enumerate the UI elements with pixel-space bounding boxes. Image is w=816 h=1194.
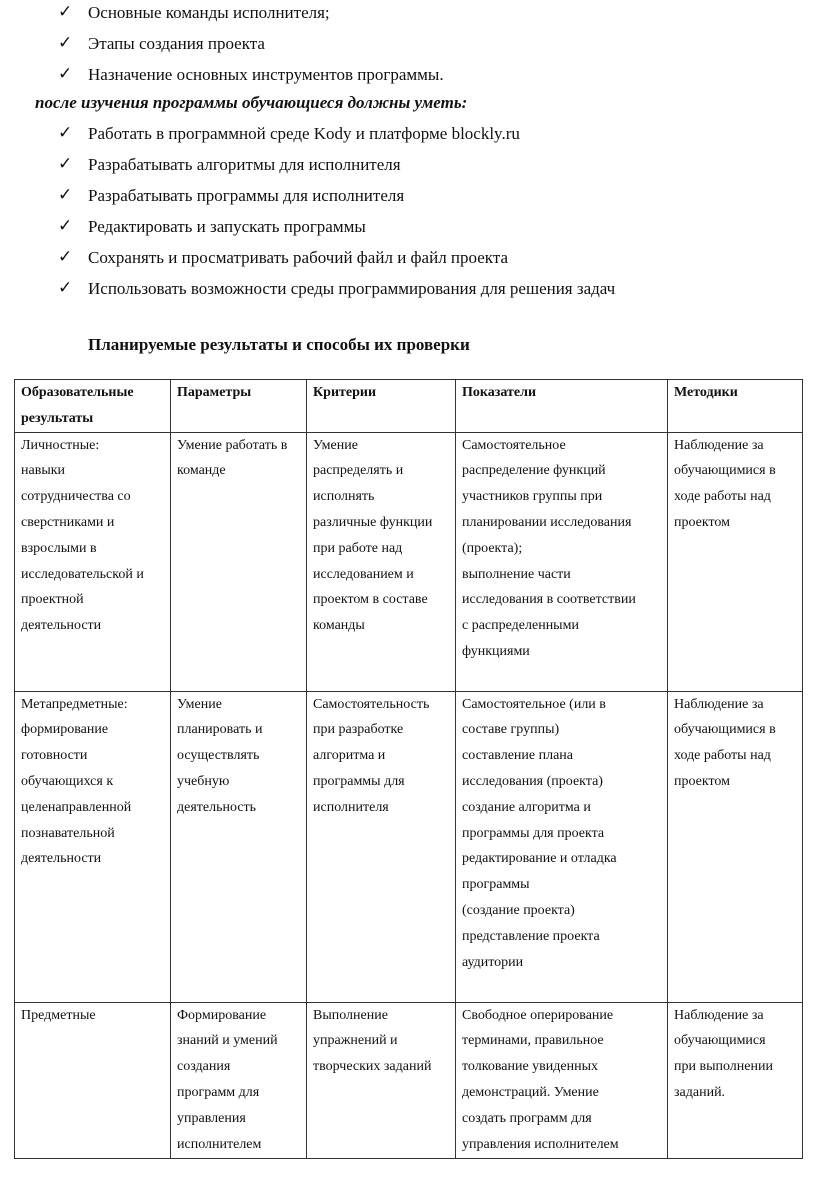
table-cell: Самостоятельность при разработке алгоритма и программы для исполнителя <box>307 691 456 1002</box>
checklist-item <box>0 211 816 242</box>
table-cell: Умение работать в команде <box>171 432 307 691</box>
table-cell: Умение планировать и осуществлять учебную деятельность <box>171 691 307 1002</box>
checkmark-icon: ✓ <box>58 185 73 205</box>
skills-intro-heading: после изучения программы обучающиеся должны уметь: <box>35 93 468 112</box>
checklist-item-text: Работать в программной среде Kody и платформе blockly.ru <box>88 124 520 143</box>
checklist-item <box>0 28 816 59</box>
checklist-item-text: Редактировать и запускать программы <box>88 217 366 236</box>
results-table <box>14 379 803 1159</box>
checklist-item-text: Сохранять и просматривать рабочий файл и файл проекта <box>88 248 508 267</box>
checklist-item-text: Разрабатывать алгоритмы для исполнителя <box>88 155 401 174</box>
table-cell: Метапредметные: формирование готовности обучающихся к целенаправленной познавательной деятельности <box>15 691 171 1002</box>
table-cell: Самостоятельное распределение функций участников группы при планировании исследования (проекта); выполнение части исследования в соответствии с распределенными функциями <box>456 432 668 691</box>
table-cell: Выполнение упражнений и творческих заданий <box>307 1002 456 1158</box>
header-cell-results: Образовательные результаты <box>15 380 171 433</box>
checklist-item-text: Основные команды исполнителя; <box>88 3 330 22</box>
checklist-item <box>0 242 816 273</box>
skills-checklist <box>0 118 816 304</box>
table-cell: Личностные: навыки сотрудничества со сверстниками и взрослыми в исследовательской и проектной деятельности <box>15 432 171 691</box>
checkmark-icon: ✓ <box>58 278 73 298</box>
checkmark-icon: ✓ <box>58 33 73 53</box>
checklist-item <box>0 273 816 304</box>
checklist-item-text: Этапы создания проекта <box>88 34 265 53</box>
table-row <box>15 691 803 1002</box>
table-cell: Свободное оперирование терминами, правильное толкование увиденных демонстраций. Умение создать программ для управления исполнителем <box>456 1002 668 1158</box>
checklist-item <box>0 118 816 149</box>
table-header-row <box>15 380 803 433</box>
header-cell-methods: Методики <box>668 380 803 433</box>
header-cell-parameters: Параметры <box>171 380 307 433</box>
table-cell: Формирование знаний и умений создания программ для управления исполнителем <box>171 1002 307 1158</box>
checkmark-icon: ✓ <box>58 247 73 267</box>
header-cell-indicators: Показатели <box>456 380 668 433</box>
header-cell-criteria: Критерии <box>307 380 456 433</box>
checkmark-icon: ✓ <box>58 154 73 174</box>
checklist-item-text: Разрабатывать программы для исполнителя <box>88 186 405 205</box>
checkmark-icon: ✓ <box>58 123 73 143</box>
table-row <box>15 432 803 691</box>
table-cell: Самостоятельное (или в составе группы) составление плана исследования (проекта) создание алгоритма и программы для проекта редактирование и отладка программы (создание проекта) представление проекта аудитории <box>456 691 668 1002</box>
checklist-item <box>0 149 816 180</box>
checklist-item <box>0 59 816 90</box>
checkmark-icon: ✓ <box>58 64 73 84</box>
knowledge-checklist <box>0 0 816 90</box>
checklist-item-text: Назначение основных инструментов программы. <box>88 65 444 84</box>
table-row <box>15 1002 803 1158</box>
table-cell: Предметные <box>15 1002 171 1158</box>
table-cell: Умение распределять и исполнять различные функции при работе над исследованием и проектом в составе команды <box>307 432 456 691</box>
table-cell: Наблюдение за обучающимися в ходе работы над проектом <box>668 691 803 1002</box>
checklist-item <box>0 0 816 28</box>
section-title: Планируемые результаты и способы их проверки <box>88 335 470 354</box>
checkmark-icon: ✓ <box>58 2 73 22</box>
checklist-item <box>0 180 816 211</box>
checklist-item-text: Использовать возможности среды программирования для решения задач <box>88 279 616 298</box>
table-cell: Наблюдение за обучающимися в ходе работы над проектом <box>668 432 803 691</box>
table-cell: Наблюдение за обучающимися при выполнении заданий. <box>668 1002 803 1158</box>
checkmark-icon: ✓ <box>58 216 73 236</box>
